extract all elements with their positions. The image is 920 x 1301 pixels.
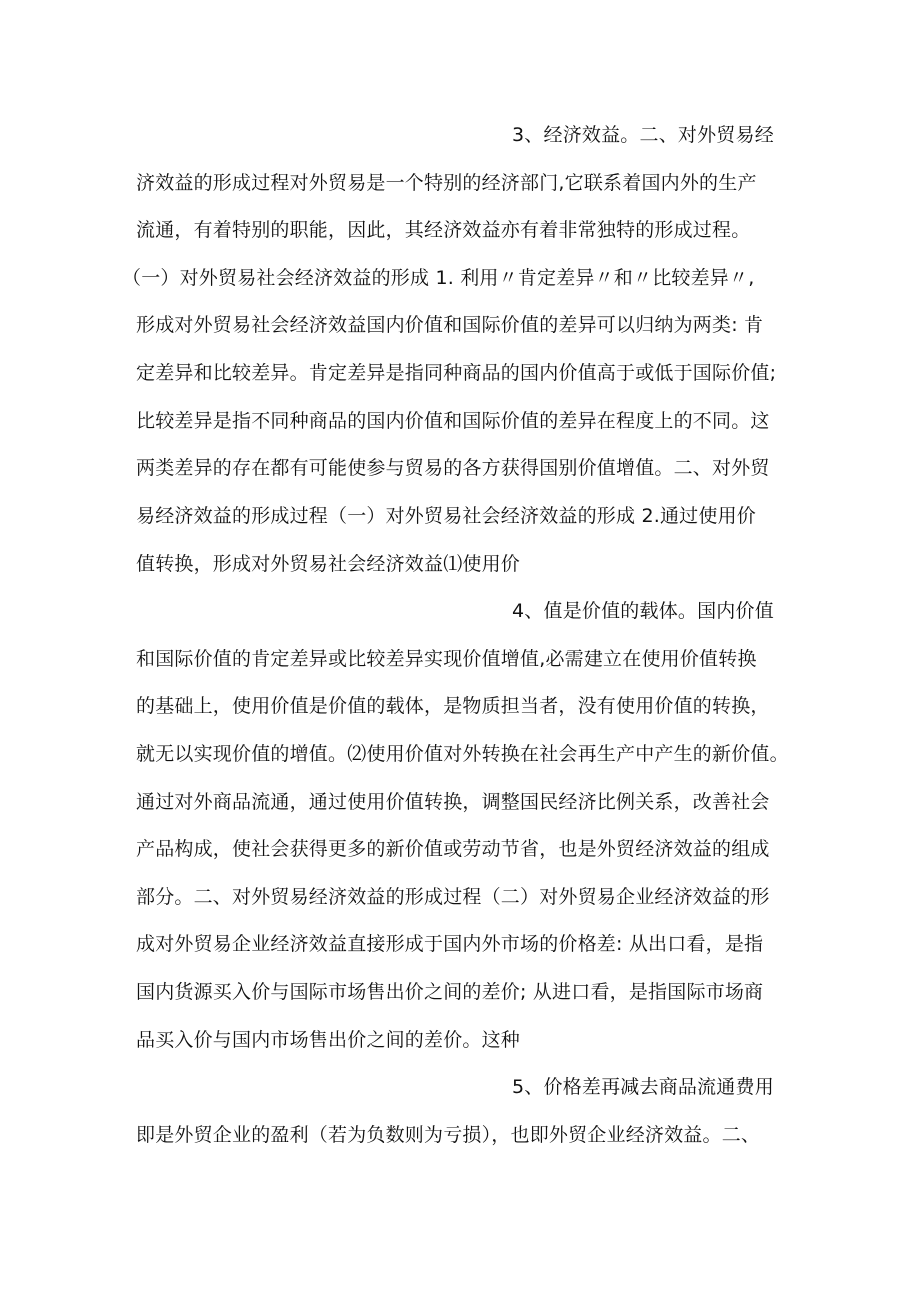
text-line: 就无以实现价值的增值。⑵使用价值对外转换在社会再生产中产生的新价值。 [136,743,789,765]
text-line: 3、经济效益。二、对外贸易经 [512,124,774,146]
text-line: 和国际价值的肯定差异或比较差异实现价值增值,必需建立在使用价值转换 [136,648,757,670]
text-line: 部分。二、对外贸易经济效益的形成过程（二）对外贸易企业经济效益的形 [136,886,770,908]
text-line: 流通，有着特别的职能，因此，其经济效益亦有着非常独特的形成过程。 [136,219,751,241]
text-line: 即是外贸企业的盈利（若为负数则为亏损），也即外贸企业经济效益。二、 [136,1124,761,1146]
text-line: 产品构成，使社会获得更多的新价值或劳动节省，也是外贸经济效益的组成 [136,838,770,860]
text-line: 两类差异的存在都有可能使参与贸易的各方获得国别价值增值。二、对外贸 [136,457,770,479]
text-line: 的基础上，使用价值是价值的载体，是物质担当者，没有使用价值的转换， [136,695,770,717]
text-line: 济效益的形成过程对外贸易是一个特别的经济部门,它联系着国内外的生产 [136,172,757,194]
text-line: 通过对外商品流通，通过使用价值转换，调整国民经济比例关系，改善社会 [136,791,770,813]
text-line: 品买入价与国内市场售出价之间的差价。这种 [136,1029,521,1051]
text-line: 定差异和比较差异。肯定差异是指同种商品的国内价值高于或低于国际价值; [136,362,777,384]
text-line: 5、价格差再减去商品流通费用 [512,1076,774,1098]
text-line: 成对外贸易企业经济效益直接形成于国内外市场的价格差: 从出口看，是指 [136,933,764,955]
text-line: 4、值是价值的载体。国内价值 [512,600,774,622]
text-line: 形成对外贸易社会经济效益国内价值和国际价值的差异可以归纳为两类: 肯 [136,314,764,336]
text-line: 国内货源买入价与国际市场售出价之间的差价; 从进口看，是指国际市场商 [136,981,764,1003]
text-line: （一）对外贸易社会经济效益的形成 1. 利用〃肯定差异〃和〃比较差异〃, [122,267,755,289]
text-line: 易经济效益的形成过程（一）对外贸易社会经济效益的形成 2.通过使用价 [136,505,756,527]
text-line: 比较差异是指不同种商品的国内价值和国际价值的差异在程度上的不同。这 [136,410,770,432]
text-line: 值转换，形成对外贸易社会经济效益⑴使用价 [136,553,521,575]
